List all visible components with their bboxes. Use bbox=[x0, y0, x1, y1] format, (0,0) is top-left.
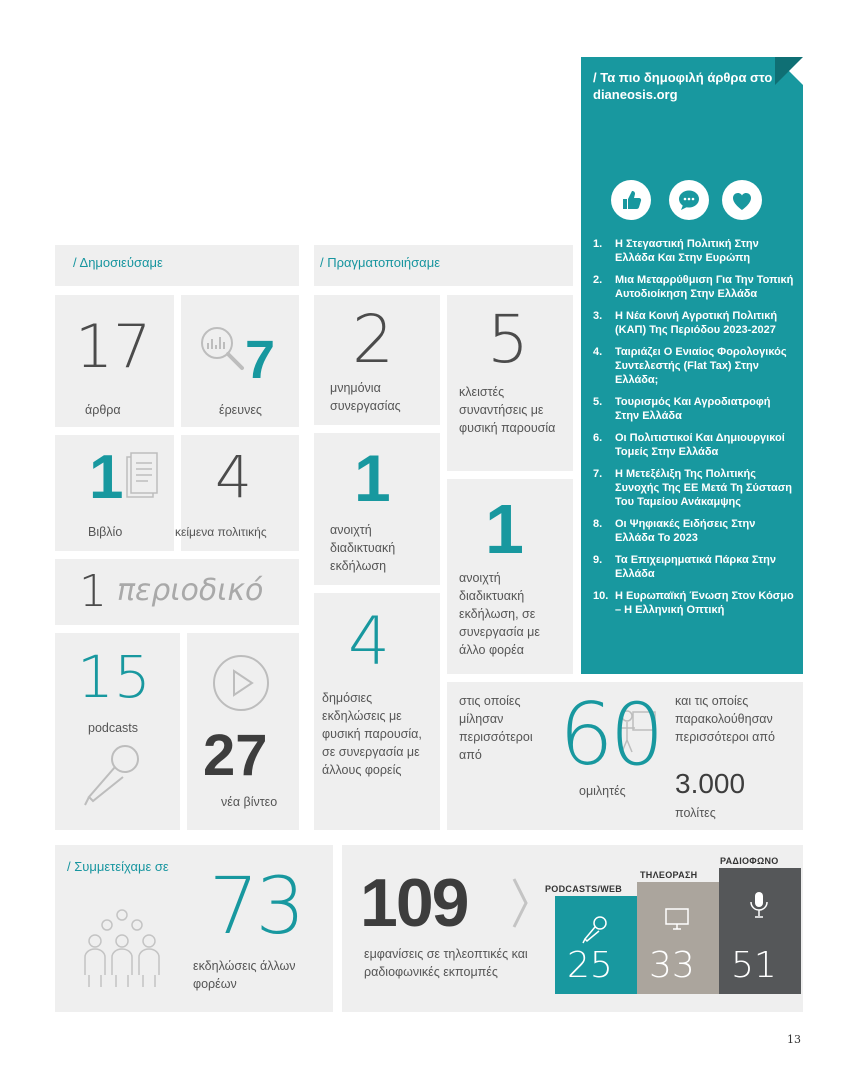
play-icon bbox=[211, 653, 271, 713]
meetings-label: κλειστές συναντήσεις με φυσική παρουσία bbox=[459, 385, 556, 435]
book-tile bbox=[55, 435, 174, 551]
periodical-tile bbox=[55, 559, 299, 625]
public-events-tile bbox=[314, 593, 440, 830]
book-number: 1 bbox=[89, 443, 124, 512]
list-item[interactable]: 7. Η Μετεξέλιξη Της Πολιτικής Συνοχής Της ΕΕ Μετά Τη Σύσταση Του Ταμείου Ανάκαμψης bbox=[593, 468, 793, 508]
speakers-label: ομιλητές bbox=[579, 784, 626, 798]
policy-label: κείμενα πολιτικής bbox=[175, 525, 267, 539]
list-item[interactable]: 8. Οι Ψηφιακές Ειδήσεις Στην Ελλάδα Το 2023 bbox=[593, 518, 756, 544]
heart-icon bbox=[722, 180, 762, 220]
podcasts-web-label: PODCASTS/WEB bbox=[545, 884, 623, 894]
articles-tile bbox=[55, 295, 174, 427]
realized-header: / Πραγματοποιήσαμε bbox=[314, 245, 573, 286]
podcasts-tile bbox=[55, 633, 180, 830]
radio-value: 51 bbox=[731, 945, 777, 986]
research-tile bbox=[181, 295, 299, 427]
research-label: έρευνες bbox=[219, 403, 262, 417]
public-events-number: 4 bbox=[348, 603, 390, 680]
popular-articles-panel bbox=[581, 57, 803, 674]
partner-event-tile bbox=[447, 479, 573, 674]
speakers-right-text: και τις οποίες παρακολούθησαν περισσότεροι από bbox=[675, 694, 775, 744]
list-item[interactable]: 9. Τα Επιχειρηματικά Πάρκα Στην Ελλάδα bbox=[593, 554, 776, 580]
tv-label: ΤΗΛΕΟΡΑΣΗ bbox=[640, 870, 698, 880]
online-event-number: 1 bbox=[354, 441, 391, 515]
partner-event-number: 1 bbox=[485, 490, 524, 568]
list-item[interactable]: 6. Οι Πολιτιστικοί Και Δημιουργικοί Τομείς Στην Ελλάδα bbox=[593, 432, 785, 458]
podcasts-number: 15 bbox=[77, 643, 151, 711]
research-number: 7 bbox=[245, 330, 276, 390]
popular-title: / Τα πιο δημοφιλή άρθρα στο dianeosis.org bbox=[593, 70, 773, 102]
podcasts-label: podcasts bbox=[88, 721, 139, 735]
like-icon bbox=[611, 180, 651, 220]
online-event-tile bbox=[314, 433, 440, 585]
book-icon bbox=[123, 451, 161, 503]
book-label: Βιβλίο bbox=[88, 525, 123, 539]
citizens-label: πολίτες bbox=[675, 806, 716, 820]
microphone-icon bbox=[581, 914, 609, 944]
speakers-left-text: στις οποίες μίλησαν περισσότεροι από bbox=[459, 694, 533, 762]
policy-number: 4 bbox=[215, 443, 252, 511]
speakers-number: 60 bbox=[559, 685, 661, 785]
page-number: 13 bbox=[787, 1033, 801, 1046]
participated-number: 73 bbox=[209, 862, 303, 952]
list-item[interactable]: 10. Η Ευρωπαϊκή Ένωση Στον Κόσμο – Η Ελληνική Οπτική bbox=[593, 590, 794, 616]
articles-label: άρθρα bbox=[85, 403, 121, 417]
podcasts-web-value: 25 bbox=[567, 945, 613, 986]
list-item[interactable]: 3. Η Νέα Κοινή Αγροτική Πολιτική (ΚΑΠ) Της Περιόδου 2023-2027 bbox=[593, 310, 778, 336]
online-event-label: ανοιχτή διαδικτυακή εκδήλωση bbox=[330, 523, 396, 573]
comment-icon bbox=[669, 180, 709, 220]
published-header: / Δημοσιεύσαμε bbox=[55, 245, 299, 286]
public-events-label: δημόσιες εκδηλώσεις με φυσική παρουσία, σε συνεργασία με άλλους φορείς bbox=[322, 691, 422, 777]
list-item[interactable]: 2. Μια Μεταρρύθμιση Για Την Τοπική Αυτοδιοίκηση Στην Ελλάδα bbox=[593, 274, 794, 300]
page-fold-shadow bbox=[775, 57, 803, 85]
videos-number: 27 bbox=[203, 723, 268, 788]
tv-value: 33 bbox=[649, 945, 695, 986]
articles-number: 17 bbox=[75, 312, 152, 382]
radio-microphone-icon bbox=[747, 890, 771, 920]
participated-label: εκδηλώσεις άλλων φορέων bbox=[193, 959, 296, 991]
participated-tile bbox=[55, 845, 333, 1012]
list-item[interactable]: 1. Η Στεγαστική Πολιτική Στην Ελλάδα Και Στην Ευρώπη bbox=[593, 238, 759, 264]
meetings-tile bbox=[447, 295, 573, 471]
tv-bar bbox=[637, 882, 719, 994]
videos-label: νέα βίντεο bbox=[221, 795, 278, 809]
speakers-tile bbox=[447, 682, 803, 830]
list-item[interactable]: 4. Ταιριάζει Ο Ενιαίος Φορολογικός Συντελεστής (Flat Tax) Στην Ελλάδα; bbox=[593, 346, 787, 386]
media-number: 109 bbox=[360, 865, 468, 941]
podcasts-web-bar bbox=[555, 896, 637, 994]
periodical-number: 1 bbox=[79, 566, 107, 617]
radio-label: ΡΑΔΙΟΦΩΝΟ bbox=[720, 856, 779, 866]
videos-tile bbox=[187, 633, 299, 830]
periodical-label: περιοδικό bbox=[117, 573, 264, 608]
popular-list bbox=[581, 237, 803, 625]
memoranda-label: μνημόνια συνεργασίας bbox=[330, 381, 401, 413]
media-label: εμφανίσεις σε τηλεοπτικές και ραδιοφωνικές εκπομπές bbox=[364, 947, 528, 979]
television-icon bbox=[663, 906, 691, 932]
radio-bar bbox=[719, 868, 801, 994]
microphone-icon bbox=[81, 741, 143, 807]
citizens-number: 3.000 bbox=[675, 768, 746, 799]
memoranda-number: 2 bbox=[352, 301, 394, 378]
participated-header: / Συμμετείχαμε σε bbox=[67, 859, 169, 874]
policy-tile bbox=[175, 435, 299, 551]
people-group-icon bbox=[81, 903, 163, 993]
memoranda-tile bbox=[314, 295, 440, 425]
list-item[interactable]: 5. Τουρισμός Και Αγροδιατροφή Στην Ελλάδα bbox=[593, 396, 771, 422]
chevron-right-icon bbox=[510, 875, 530, 931]
meetings-number: 5 bbox=[487, 301, 529, 378]
partner-event-label: ανοιχτή διαδικτυακή εκδήλωση, σε συνεργασία με άλλο φορέα bbox=[459, 571, 540, 657]
